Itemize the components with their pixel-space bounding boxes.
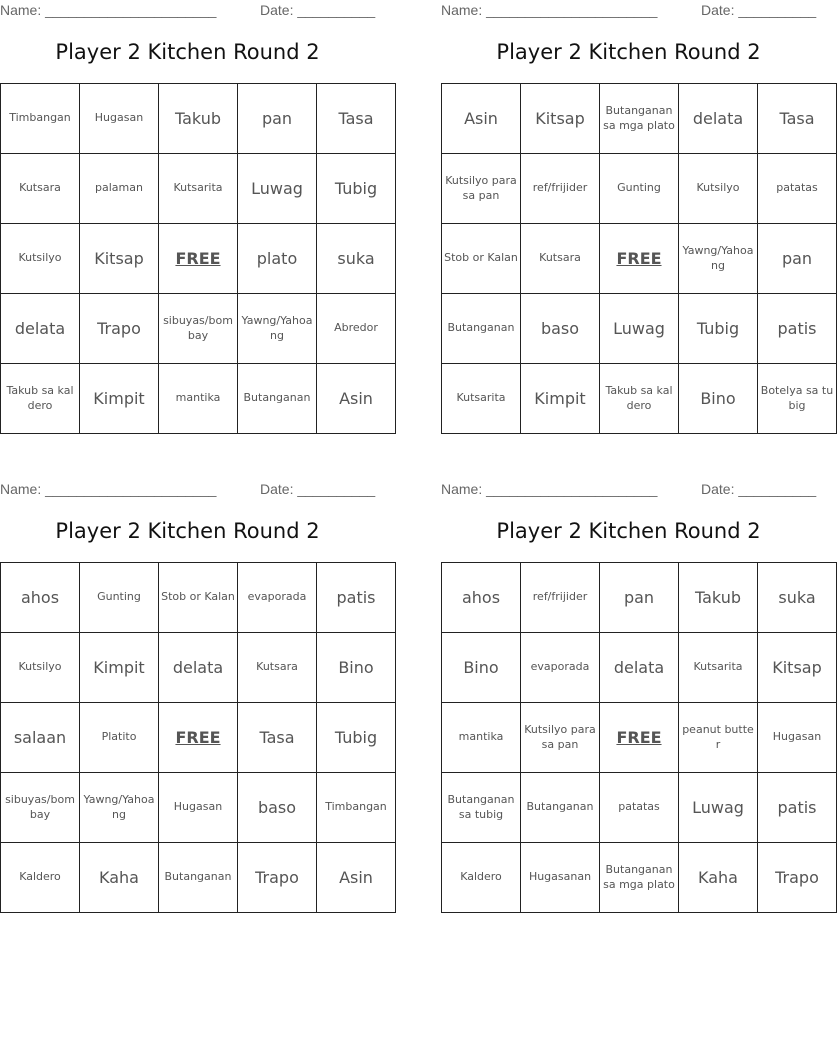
card-header	[0, 0, 375, 20]
bingo-grid	[0, 83, 396, 434]
bingo-cell: Kutsara	[238, 633, 317, 703]
bingo-cell: ahos	[442, 563, 521, 633]
bingo-cell: Trapo	[238, 843, 317, 913]
bingo-cell: Takub sa kaldero	[600, 364, 679, 434]
bingo-cell: Hugasanan	[521, 843, 600, 913]
bingo-cell: Takub	[679, 563, 758, 633]
bingo-cell: Tasa	[758, 84, 837, 154]
name-line: Name: ______________________	[441, 2, 658, 18]
bingo-cell: patis	[317, 563, 396, 633]
bingo-cell: Kaldero	[1, 843, 80, 913]
bingo-cell: Takub sa kaldero	[1, 364, 80, 434]
bingo-grid	[0, 562, 396, 913]
name-line: Name: ______________________	[0, 481, 217, 497]
bingo-cell: Hugasan	[80, 84, 159, 154]
card-title: Player 2 Kitchen Round 2	[496, 40, 761, 64]
bingo-card-2	[441, 0, 834, 440]
bingo-card-3	[0, 479, 387, 919]
bingo-cell: Kaha	[679, 843, 758, 913]
bingo-cell: Butanganan	[442, 294, 521, 364]
bingo-cell: pan	[238, 84, 317, 154]
bingo-cell: Bino	[679, 364, 758, 434]
bingo-cell: pan	[600, 563, 679, 633]
bingo-cell: Kimpit	[521, 364, 600, 434]
bingo-cell: Kaha	[80, 843, 159, 913]
bingo-cell: Gunting	[80, 563, 159, 633]
bingo-cell: palaman	[80, 154, 159, 224]
bingo-cell: Gunting	[600, 154, 679, 224]
bingo-cell: mantika	[159, 364, 238, 434]
bingo-cell: Kutsarita	[159, 154, 238, 224]
date-line: Date: __________	[701, 481, 817, 497]
bingo-cell: patatas	[600, 773, 679, 843]
free-cell: FREE	[159, 224, 238, 294]
bingo-cell: Stob or Kalan	[159, 563, 238, 633]
bingo-cell: baso	[521, 294, 600, 364]
bingo-cell: Asin	[317, 843, 396, 913]
bingo-cell: Luwag	[679, 773, 758, 843]
date-line: Date: __________	[260, 481, 376, 497]
bingo-cell: Butanganan sa mga plato	[600, 843, 679, 913]
date-line: Date: __________	[701, 2, 817, 18]
bingo-cell: delata	[600, 633, 679, 703]
bingo-cell: mantika	[442, 703, 521, 773]
free-cell: FREE	[600, 703, 679, 773]
bingo-cell: evaporada	[521, 633, 600, 703]
bingo-cell: suka	[317, 224, 396, 294]
bingo-cell: Trapo	[758, 843, 837, 913]
bingo-cell: delata	[1, 294, 80, 364]
bingo-cell: Hugasan	[758, 703, 837, 773]
bingo-cell: Kitsap	[758, 633, 837, 703]
bingo-cell: Takub	[159, 84, 238, 154]
bingo-cell: ref/frijider	[521, 154, 600, 224]
bingo-cell: patatas	[758, 154, 837, 224]
bingo-card-1	[0, 0, 378, 440]
free-cell: FREE	[159, 703, 238, 773]
bingo-cell: sibuyas/bombay	[159, 294, 238, 364]
bingo-cell: Kutsilyo para sa pan	[442, 154, 521, 224]
bingo-cell: salaan	[1, 703, 80, 773]
bingo-cell: Tubig	[317, 154, 396, 224]
bingo-cell: Luwag	[238, 154, 317, 224]
bingo-cell: Kutsara	[1, 154, 80, 224]
bingo-cell: Hugasan	[159, 773, 238, 843]
bingo-cell: Botelya sa tubig	[758, 364, 837, 434]
bingo-cell: Kitsap	[80, 224, 159, 294]
bingo-cell: Yawng/Yahoang	[80, 773, 159, 843]
bingo-cell: Asin	[317, 364, 396, 434]
bingo-cell: delata	[159, 633, 238, 703]
bingo-cell: Platito	[80, 703, 159, 773]
bingo-cell: Kutsilyo para sa pan	[521, 703, 600, 773]
card-header	[441, 0, 816, 20]
bingo-cell: Timbangan	[317, 773, 396, 843]
bingo-cell: peanut butter	[679, 703, 758, 773]
bingo-cell: Abredor	[317, 294, 396, 364]
bingo-grid	[441, 83, 837, 434]
card-title: Player 2 Kitchen Round 2	[496, 519, 761, 543]
bingo-card-4	[441, 479, 822, 919]
bingo-cell: delata	[679, 84, 758, 154]
bingo-cell: Kutsilyo	[1, 224, 80, 294]
bingo-cell: Asin	[442, 84, 521, 154]
card-header	[0, 479, 375, 499]
bingo-cell: Trapo	[80, 294, 159, 364]
bingo-cell: Kutsilyo	[679, 154, 758, 224]
bingo-cell: Yawng/Yahoang	[238, 294, 317, 364]
bingo-cell: Kutsarita	[442, 364, 521, 434]
bingo-cell: patis	[758, 294, 837, 364]
bingo-grid	[441, 562, 837, 913]
bingo-cell: Kimpit	[80, 364, 159, 434]
bingo-cell: Kutsarita	[679, 633, 758, 703]
bingo-cell: patis	[758, 773, 837, 843]
bingo-cell: Butanganan	[159, 843, 238, 913]
bingo-cell: Luwag	[600, 294, 679, 364]
bingo-cell: Stob or Kalan	[442, 224, 521, 294]
bingo-cell: suka	[758, 563, 837, 633]
bingo-cell: Tubig	[317, 703, 396, 773]
bingo-cell: sibuyas/bombay	[1, 773, 80, 843]
bingo-cell: Butanganan	[521, 773, 600, 843]
bingo-cell: ahos	[1, 563, 80, 633]
bingo-cell: ref/frijider	[521, 563, 600, 633]
bingo-cell: Timbangan	[1, 84, 80, 154]
bingo-cell: Tasa	[317, 84, 396, 154]
bingo-cell: pan	[758, 224, 837, 294]
bingo-cell: baso	[238, 773, 317, 843]
date-line: Date: __________	[260, 2, 376, 18]
bingo-cell: Butanganan sa mga plato	[600, 84, 679, 154]
card-header	[441, 479, 816, 499]
bingo-cell: Kutsara	[521, 224, 600, 294]
bingo-cell: Kutsilyo	[1, 633, 80, 703]
name-line: Name: ______________________	[441, 481, 658, 497]
bingo-cell: plato	[238, 224, 317, 294]
card-title: Player 2 Kitchen Round 2	[55, 519, 320, 543]
bingo-cell: evaporada	[238, 563, 317, 633]
bingo-cell: Kaldero	[442, 843, 521, 913]
bingo-cell: Butanganan	[238, 364, 317, 434]
free-cell: FREE	[600, 224, 679, 294]
bingo-cell: Yawng/Yahoang	[679, 224, 758, 294]
name-line: Name: ______________________	[0, 2, 217, 18]
bingo-cell: Kimpit	[80, 633, 159, 703]
bingo-cell: Tasa	[238, 703, 317, 773]
card-title: Player 2 Kitchen Round 2	[55, 40, 320, 64]
bingo-cell: Tubig	[679, 294, 758, 364]
bingo-cell: Bino	[442, 633, 521, 703]
bingo-cell: Kitsap	[521, 84, 600, 154]
bingo-cell: Butanganan sa tubig	[442, 773, 521, 843]
bingo-cell: Bino	[317, 633, 396, 703]
